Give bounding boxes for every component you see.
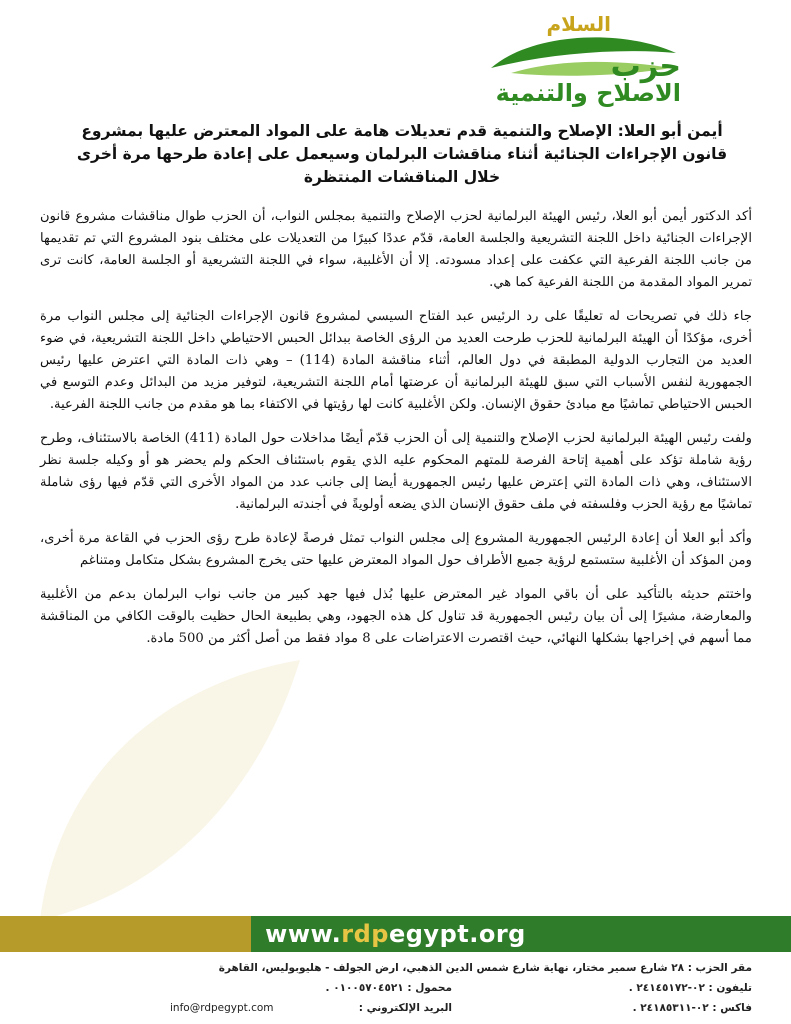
logo-name-line1: حزب: [610, 49, 681, 84]
paragraph-5: واختتم حديثه بالتأكيد على أن باقي المواد غير المعترض عليها بُذل فيها جهد كبير من جانب نواب البرلمان بدعم من الأغلبية والمعارضة، مشيرًا إلى أن بيان رئيس الجمهورية قد تناول كل هذه الجهود، وهي بطبيعة الحال حظيت بالوقت الكافي من المناقشة مما أسهم في إخراجها بشكلها النهائي، حيث اقتصرت الاعتراضات على 8 مواد فقط من أصل أكثر من 500 مادة.: [40, 587, 752, 646]
footer-contact: [40, 958, 752, 1018]
paragraph-2: جاء ذلك في تصريحات له تعليقًا على رد الرئيس عبد الفتاح السيسي لمشروع قانون الإجراءات الجنائية إلى مجلس النواب مرة أخرى، مؤكدًا أن الهيئة البرلمانية للحزب طرحت العديد من الرؤى الخاصة ببدائل الحبس الاحتياطي داخل اللجنة التشريعية، في ضوء العديد من التجارب الدولية المطبقة في دول العالم، أثناء مناقشة المادة (114) – وهي ذات المادة التي اعترض عليها رئيس الجمهورية لنفس الأسباب التي سبق للهيئة البرلمانية أن عرضتها أمام اللجنة التشريعية، لتوفير مزيد من البدائل وعدم التوسع في الحبس الاحتياطي تماشيًا مع مبادئ حقوق الإنسان. ولكن الأغلبية كانت لها رؤيتها في الاكتفاء بما هو مقدم من جانب اللجنة الفرعية.: [40, 309, 752, 412]
paragraph-4: وأكد أبو العلا أن إعادة الرئيس الجمهورية المشروع إلى مجلس النواب تمثل فرصةً لإعادة طرح رؤى الحزب في القاعة مرة أخرى، ومن المؤكد أن الأغلبية ستستمع لرؤية جميع الأطراف حول المواد المعترض عليها حتى يخرج المشروع بشكل متكامل ومتناغم: [40, 531, 752, 568]
article-body: [40, 206, 752, 662]
logo-name-line2: الاصلاح والتنمية: [495, 79, 681, 107]
leaf-watermark-icon: [20, 640, 320, 940]
logo-party-name: [491, 49, 681, 107]
paragraph-3: ولفت رئيس الهيئة البرلمانية لحزب الإصلاح والتنمية إلى أن الحزب قدّم أيضًا مداخلات حول المادة (411) الخاصة بالاستئناف، وطرح رؤية شاملة تؤكد على أهمية إتاحة الفرصة للمتهم المحكوم عليه الذي يقوم باستئناف الحكم ولم يحضر هو أو وكيله جلسة نظر الاستئناف، وهي ذات المادة التي إعترض عليها رئيس الجمهورية أيضا إلى جانب عدد من المواد الأخرى التي قدّم فيها رؤى شاملة تماشيًا مع رؤية الحزب وفلسفته في ملف حقوق الإنسان الذي يضعه أولويةً في أجندته البرلمانية.: [40, 431, 753, 512]
footer-fax: فاكس : ٠٢-٢٤١٨٥٣١١ .: [632, 1002, 752, 1014]
paragraph-1: أكد الدكتور أيمن أبو العلا، رئيس الهيئة البرلمانية لحزب الإصلاح والتنمية بمجلس النواب، أن الحزب طوال مناقشات مشروع قانون الإجراءات الجنائية داخل اللجنة التشريعية والجلسة العامة، قدّم عددًا كبيرًا من التعديلات على مختلف بنود المشروع التي تم تقديمها من جانب اللجنة الفرعية التي عكفت على إعداد مسودته. إلا أن الأغلبية، سواء في اللجنة التشريعية أو الجلسة العامة، كانت ترى تمرير المواد المقدمة من اللجنة الفرعية كما هي.: [40, 209, 752, 290]
headline: أيمن أبو العلا: الإصلاح والتنمية قدم تعديلات هامة على المواد المعترض عليها بمشروع قانون الإجراءات الجنائية أثناء مناقشات البرلمان وسيعمل على إعادة طرحها مرة أخرى خلال المناقشات المنتظرة: [76, 122, 728, 186]
footer-email[interactable]: info@rdpegypt.com: [170, 1002, 274, 1014]
footer-band: [0, 916, 791, 952]
footer-mobile: محمول : ٠١٠٠٥٧٠٤٥٢١ .: [325, 982, 452, 994]
footer-address: مقر الحزب : ٢٨ شارع سمير مختار، نهاية شارع شمس الدين الذهبي، ارض الجولف - هليوبوليس، القاهرة: [218, 962, 752, 974]
logo-slogan: السلام: [546, 12, 611, 36]
footer-band-gold: [0, 916, 251, 952]
party-logo: [481, 8, 681, 108]
footer-band-green: [541, 916, 791, 952]
footer-website[interactable]: [251, 916, 541, 952]
footer-phone: تليفون : ٠٢-٢٤١٤٥١٧٢ .: [628, 982, 752, 994]
footer-email-label: البريد الإلكتروني :: [358, 1002, 452, 1014]
website-link[interactable]: www.rdpegypt.org: [265, 920, 526, 948]
